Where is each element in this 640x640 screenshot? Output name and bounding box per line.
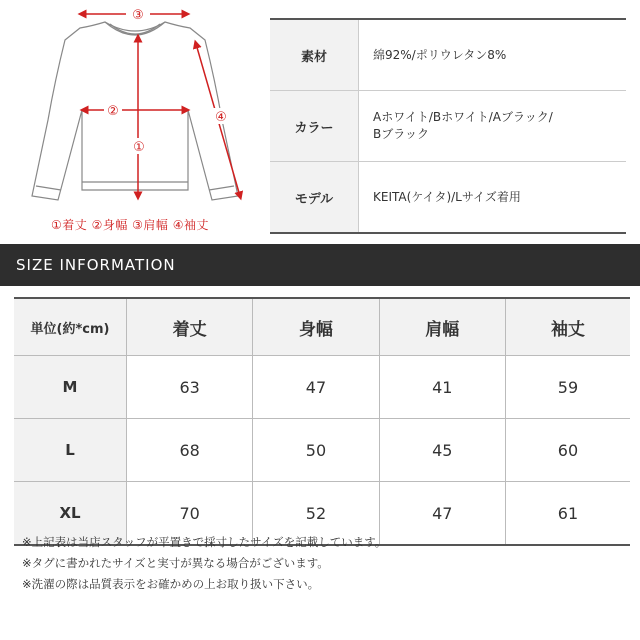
info-row-color <box>270 91 626 162</box>
table-cell: 45 <box>379 419 505 482</box>
info-label: 素材 <box>270 20 359 90</box>
table-row <box>14 356 630 419</box>
sweatshirt-outline <box>32 22 238 200</box>
header-length: 着丈 <box>127 298 253 356</box>
info-row-model <box>270 162 626 232</box>
note-line: ※タグに書かれたサイズと実寸が異なる場合がございます。 <box>22 556 329 570</box>
table-cell: 47 <box>379 482 505 546</box>
product-info-table <box>270 18 626 234</box>
info-value: KEITA(ケイタ)/Lサイズ着用 <box>373 189 521 204</box>
info-label: カラー <box>270 91 359 161</box>
info-value: 綿92%/ポリウレタン8% <box>373 47 507 62</box>
table-cell: 52 <box>253 482 379 546</box>
table-cell: 63 <box>127 356 253 419</box>
table-cell: 59 <box>505 356 630 419</box>
marker-1: ① <box>133 140 145 155</box>
garment-diagram <box>0 0 260 240</box>
info-value <box>359 91 626 161</box>
header-body-width: 身幅 <box>253 298 379 356</box>
info-value-line: Bブラック <box>373 127 429 141</box>
header-shoulder-width: 肩幅 <box>379 298 505 356</box>
size-table <box>14 297 630 546</box>
header-unit: 単位(約*cm) <box>14 298 127 356</box>
size-table-header-row <box>14 298 630 356</box>
notes <box>22 532 386 595</box>
table-cell: 41 <box>379 356 505 419</box>
table-cell: 68 <box>127 419 253 482</box>
diagram-legend: ①着丈 ②身幅 ③肩幅 ④袖丈 <box>51 218 209 232</box>
size-label: M <box>14 356 127 419</box>
info-value-line: Aホワイト/Bホワイト/Aブラック/ <box>373 110 553 124</box>
table-row <box>14 419 630 482</box>
note-line: ※上記表は当店スタッフが平置きで採寸したサイズを記載しています。 <box>22 535 387 549</box>
table-cell: 61 <box>505 482 630 546</box>
marker-2: ② <box>107 104 119 119</box>
table-cell: 50 <box>253 419 379 482</box>
size-label: XL <box>14 482 127 546</box>
header-sleeve-length: 袖丈 <box>505 298 630 356</box>
info-label: モデル <box>270 162 359 232</box>
note-line: ※洗濯の際は品質表示をお確かめの上お取り扱い下さい。 <box>22 577 320 591</box>
table-cell: 70 <box>127 482 253 546</box>
size-label: L <box>14 419 127 482</box>
table-cell: 47 <box>253 356 379 419</box>
table-cell: 60 <box>505 419 630 482</box>
size-information-banner: SIZE INFORMATION <box>0 244 640 286</box>
info-row-material <box>270 20 626 91</box>
marker-3: ③ <box>132 8 144 23</box>
marker-4: ④ <box>215 110 227 125</box>
